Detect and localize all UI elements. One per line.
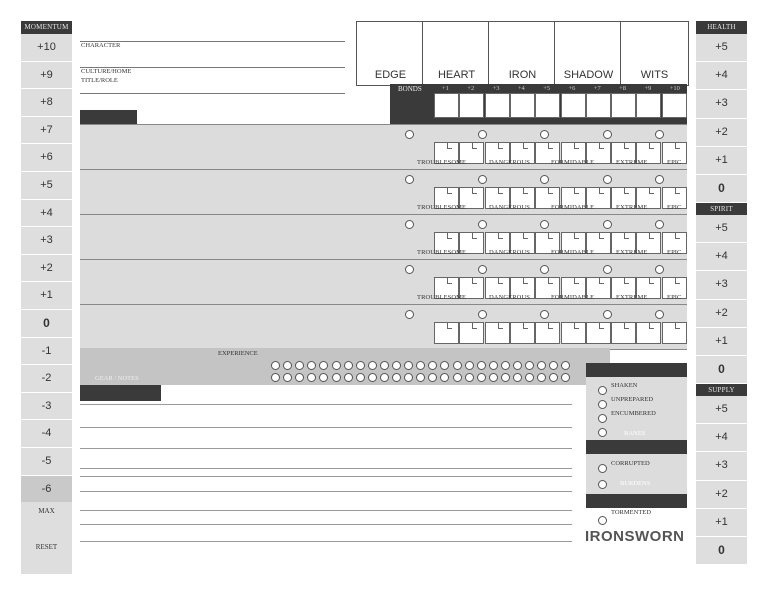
experience-dot[interactable] (453, 373, 462, 382)
vow-rank-label: EXTREME (616, 204, 648, 211)
bonds-tick-label: +2 (467, 85, 475, 92)
box-notch (624, 148, 629, 149)
vow-rank-radio[interactable] (540, 310, 549, 319)
bonds-tick-label: +5 (543, 85, 551, 92)
stat-wits[interactable] (620, 21, 689, 86)
box-notch (447, 328, 452, 329)
vow-rank-label: TROUBLESOME (417, 249, 467, 256)
vow-progress-box[interactable] (459, 322, 484, 344)
character-label: CHARACTER (81, 42, 121, 49)
gear-notes-label: GEAR / NOTES (95, 375, 139, 382)
vow-rank-label: FORMIDABLE (551, 204, 595, 211)
bonds-tick-label: +8 (619, 85, 627, 92)
vow-rank-radio[interactable] (603, 265, 612, 274)
vow-progress-box[interactable] (611, 322, 636, 344)
box-notch (675, 148, 680, 149)
box-notch (574, 193, 579, 194)
bonds-box[interactable] (662, 93, 687, 118)
box-notch (649, 283, 654, 284)
momentum-cell[interactable]: +2 (21, 255, 72, 282)
box-notch (447, 238, 452, 239)
box-notch (498, 283, 503, 284)
vow-rank-label: FORMIDABLE (551, 294, 595, 301)
bonds-tick-label: +7 (593, 85, 601, 92)
vow-rank-radio[interactable] (655, 310, 664, 319)
stat-edge-label: EDGE (374, 69, 407, 81)
box-notch (624, 283, 629, 284)
box-notch (498, 148, 503, 149)
experience-dot[interactable] (392, 361, 401, 370)
bonds-box[interactable] (611, 93, 636, 118)
gear-note-line (80, 491, 572, 492)
bane-checkbox[interactable] (598, 386, 607, 395)
vow-rank-radio[interactable] (405, 130, 414, 139)
vow-rank-radio[interactable] (603, 175, 612, 184)
burden-checkbox[interactable] (598, 480, 607, 489)
box-notch (624, 238, 629, 239)
box-notch (472, 193, 477, 194)
box-notch (649, 148, 654, 149)
stat-shadow-label: SHADOW (563, 69, 614, 81)
vow-rank-label: TROUBLESOME (417, 294, 467, 301)
bonds-box[interactable] (561, 93, 586, 118)
vow-progress-box[interactable] (561, 322, 586, 344)
box-notch (599, 238, 604, 239)
momentum-cell[interactable]: -4 (21, 420, 72, 447)
gear-note-line (80, 476, 572, 477)
bane-label: UNPREPARED (611, 396, 654, 403)
box-notch (498, 238, 503, 239)
experience-dot[interactable] (380, 361, 389, 370)
vow-rank-radio[interactable] (540, 265, 549, 274)
vow-rank-label: FORMIDABLE (551, 159, 595, 166)
vow-progress-box[interactable] (434, 322, 459, 344)
experience-dot[interactable] (332, 373, 341, 382)
box-notch (548, 148, 553, 149)
vow-progress-box[interactable] (535, 322, 560, 344)
experience-dot[interactable] (489, 373, 498, 382)
vow-rank-label: EPIC (667, 204, 682, 211)
box-notch (523, 238, 528, 239)
supply-cell[interactable]: +1 (696, 509, 747, 536)
vow-rank-radio[interactable] (603, 220, 612, 229)
box-notch (447, 148, 452, 149)
bonds-box[interactable] (434, 93, 459, 118)
spirit-cell[interactable]: +5 (696, 215, 747, 242)
spirit-cell[interactable]: 0 (696, 356, 747, 383)
vow-progress-box[interactable] (510, 322, 535, 344)
title-underline (80, 93, 345, 94)
bane-checkbox[interactable] (598, 414, 607, 423)
experience-dot[interactable] (501, 361, 510, 370)
vow-rank-radio[interactable] (540, 130, 549, 139)
bonds-box[interactable] (636, 93, 661, 118)
vow-rank-label: DANGEROUS (489, 249, 530, 256)
experience-dot[interactable] (271, 361, 280, 370)
tormented-header-bar (586, 494, 687, 508)
vow-rank-radio[interactable] (405, 265, 414, 274)
experience-label: EXPERIENCE (218, 350, 258, 357)
vow-rank-label: FORMIDABLE (551, 249, 595, 256)
vow-rank-radio[interactable] (540, 175, 549, 184)
momentum-reset-button[interactable]: RESET (21, 532, 72, 574)
box-notch (675, 283, 680, 284)
experience-dot[interactable] (356, 361, 365, 370)
vow-rank-radio[interactable] (655, 220, 664, 229)
vow-rank-label: EPIC (667, 159, 682, 166)
gear-note-line (80, 427, 572, 428)
bonds-box[interactable] (485, 93, 510, 118)
tormented-label: TORMENTED (611, 509, 651, 516)
experience-dot[interactable] (271, 373, 280, 382)
tormented-checkbox[interactable] (598, 516, 607, 525)
box-notch (472, 328, 477, 329)
box-notch (675, 193, 680, 194)
box-notch (675, 238, 680, 239)
box-notch (472, 148, 477, 149)
burdens-header-bar (586, 440, 687, 454)
bonds-box[interactable] (586, 93, 611, 118)
momentum-cell[interactable]: -3 (21, 393, 72, 420)
momentum-cell[interactable]: +3 (21, 227, 72, 254)
bonds-tick-label: +9 (644, 85, 652, 92)
vow-rank-radio[interactable] (655, 175, 664, 184)
box-notch (548, 193, 553, 194)
bane-checkbox[interactable] (598, 428, 607, 437)
bane-label: ENCUMBERED (611, 410, 656, 417)
vow-rank-radio[interactable] (478, 130, 487, 139)
vow-rank-label: DANGEROUS (489, 294, 530, 301)
health-cell[interactable]: +2 (696, 119, 747, 146)
stat-iron[interactable] (488, 21, 557, 86)
spirit-cell[interactable]: +2 (696, 300, 747, 327)
burden-label: CORRUPTED (611, 460, 650, 467)
box-notch (498, 328, 503, 329)
vow-rank-radio[interactable] (405, 220, 414, 229)
box-notch (675, 328, 680, 329)
box-notch (447, 283, 452, 284)
bonds-tick-label: +3 (492, 85, 500, 92)
vow-rank-radio[interactable] (405, 310, 414, 319)
vow-progress-box[interactable] (636, 322, 661, 344)
vow-rank-label: EXTREME (616, 249, 648, 256)
box-notch (548, 283, 553, 284)
vow-rank-radio[interactable] (405, 175, 414, 184)
stat-wits-label: WITS (640, 69, 669, 81)
box-notch (574, 148, 579, 149)
gear-note-line (80, 524, 572, 525)
momentum-cell[interactable]: +6 (21, 144, 72, 171)
box-notch (523, 148, 528, 149)
experience-dot[interactable] (453, 361, 462, 370)
vow-rank-label: TROUBLESOME (417, 204, 467, 211)
box-notch (548, 238, 553, 239)
box-notch (472, 238, 477, 239)
momentum-cell[interactable]: +9 (21, 62, 72, 89)
momentum-cell[interactable]: -5 (21, 448, 72, 475)
ironsworn-logo: IRONSWORN (585, 528, 685, 545)
banes-header-bar (586, 363, 687, 377)
culture-home-label: CULTURE/HOME (81, 68, 132, 75)
vow-rank-label: EPIC (667, 294, 682, 301)
culture-home-field[interactable] (140, 67, 345, 93)
experience-dot[interactable] (356, 373, 365, 382)
health-cell[interactable]: 0 (696, 175, 747, 202)
experience-dot[interactable] (392, 373, 401, 382)
supply-cell[interactable]: +4 (696, 424, 747, 451)
bonds-tick-label: +4 (517, 85, 525, 92)
momentum-header: MOMENTUM (21, 21, 72, 34)
box-notch (472, 283, 477, 284)
supply-header: SUPPLY (696, 384, 747, 396)
experience-dot[interactable] (513, 361, 522, 370)
momentum-cell[interactable]: +1 (21, 282, 72, 309)
experience-dot[interactable] (368, 373, 377, 382)
vow-rank-radio[interactable] (478, 310, 487, 319)
vow-rank-label: DANGEROUS (489, 204, 530, 211)
momentum-cell[interactable]: -2 (21, 365, 72, 392)
experience-dot[interactable] (477, 373, 486, 382)
box-notch (649, 238, 654, 239)
experience-dot[interactable] (368, 361, 377, 370)
box-notch (599, 148, 604, 149)
box-notch (599, 328, 604, 329)
vow-rank-label: TROUBLESOME (417, 159, 467, 166)
health-cell[interactable]: +3 (696, 90, 747, 117)
title-role-label: TITLE/ROLE (81, 77, 118, 84)
box-notch (523, 328, 528, 329)
box-notch (649, 193, 654, 194)
vow-rank-radio[interactable] (655, 265, 664, 274)
bonds-tick-label: +10 (669, 85, 680, 92)
supply-cell[interactable]: +3 (696, 452, 747, 479)
health-cell[interactable]: +1 (696, 147, 747, 174)
experience-dot[interactable] (380, 373, 389, 382)
momentum-cell[interactable]: +10 (21, 34, 72, 61)
bane-label: SHAKEN (611, 382, 638, 389)
bonds-tick-label: +1 (442, 85, 449, 92)
box-notch (624, 328, 629, 329)
vow-rank-radio[interactable] (478, 175, 487, 184)
vow-rank-radio[interactable] (478, 265, 487, 274)
banes-label: BANES (624, 430, 646, 437)
supply-cell[interactable]: +2 (696, 481, 747, 508)
stat-heart-label: HEART (437, 69, 476, 81)
vow-rank-radio[interactable] (540, 220, 549, 229)
bonds-box[interactable] (535, 93, 560, 118)
gear-note-line (80, 541, 572, 542)
stat-edge[interactable] (356, 21, 425, 86)
character-name-field[interactable] (140, 41, 345, 67)
experience-dot[interactable] (489, 361, 498, 370)
spirit-header: SPIRIT (696, 203, 747, 215)
supply-cell[interactable]: +5 (696, 396, 747, 423)
box-notch (498, 193, 503, 194)
vow-progress-box[interactable] (586, 322, 611, 344)
spirit-cell[interactable]: +3 (696, 271, 747, 298)
experience-dot[interactable] (344, 373, 353, 382)
momentum-cell[interactable]: +4 (21, 200, 72, 227)
vow-rank-radio[interactable] (603, 130, 612, 139)
box-notch (649, 328, 654, 329)
gear-note-line (80, 404, 572, 405)
stat-iron-label: IRON (508, 69, 537, 81)
health-header: HEALTH (696, 21, 747, 34)
box-notch (523, 193, 528, 194)
momentum-cell[interactable]: 0 (21, 310, 72, 337)
vow-rank-label: DANGEROUS (489, 159, 530, 166)
vow-progress-box[interactable] (485, 322, 510, 344)
experience-dot[interactable] (465, 373, 474, 382)
bonds-label: BONDS (398, 85, 422, 93)
bonds-tick-label: +6 (568, 85, 576, 92)
bonds-box[interactable] (510, 93, 535, 118)
vow-rank-label: EPIC (667, 249, 682, 256)
vow-rank-radio[interactable] (603, 310, 612, 319)
character-tab-block (80, 110, 137, 124)
box-notch (624, 193, 629, 194)
momentum-max-label: MAX (21, 502, 72, 532)
gear-tab-block (80, 385, 161, 401)
burdens-label: BURDENS (620, 480, 651, 487)
momentum-cell[interactable]: -6 (21, 476, 72, 503)
stat-shadow[interactable] (554, 21, 623, 86)
supply-cell[interactable]: 0 (696, 537, 747, 564)
momentum-cell[interactable]: +7 (21, 117, 72, 144)
spirit-cell[interactable]: +1 (696, 328, 747, 355)
experience-dot[interactable] (465, 361, 474, 370)
experience-dot[interactable] (477, 361, 486, 370)
box-notch (574, 328, 579, 329)
vow-rank-label: EXTREME (616, 294, 648, 301)
vow-rank-radio[interactable] (478, 220, 487, 229)
experience-dot[interactable] (501, 373, 510, 382)
gear-note-line (80, 510, 572, 511)
stat-heart[interactable] (422, 21, 491, 86)
box-notch (523, 283, 528, 284)
spirit-cell[interactable]: +4 (696, 243, 747, 270)
health-cell[interactable]: +5 (696, 34, 747, 61)
box-notch (447, 193, 452, 194)
vow-rank-label: EXTREME (616, 159, 648, 166)
experience-dot[interactable] (513, 373, 522, 382)
box-notch (574, 238, 579, 239)
box-notch (599, 283, 604, 284)
experience-dot[interactable] (332, 361, 341, 370)
momentum-cell[interactable]: -1 (21, 338, 72, 365)
gear-note-line (80, 448, 572, 449)
bonds-box[interactable] (459, 93, 484, 118)
gear-note-line (80, 468, 572, 469)
health-cell[interactable]: +4 (696, 62, 747, 89)
momentum-cell[interactable]: +8 (21, 89, 72, 116)
burden-checkbox[interactable] (598, 464, 607, 473)
box-notch (548, 328, 553, 329)
experience-dot[interactable] (344, 361, 353, 370)
vow-progress-box[interactable] (662, 322, 687, 344)
box-notch (599, 193, 604, 194)
bane-checkbox[interactable] (598, 400, 607, 409)
box-notch (574, 283, 579, 284)
momentum-cell[interactable]: +5 (21, 172, 72, 199)
vow-rank-radio[interactable] (655, 130, 664, 139)
